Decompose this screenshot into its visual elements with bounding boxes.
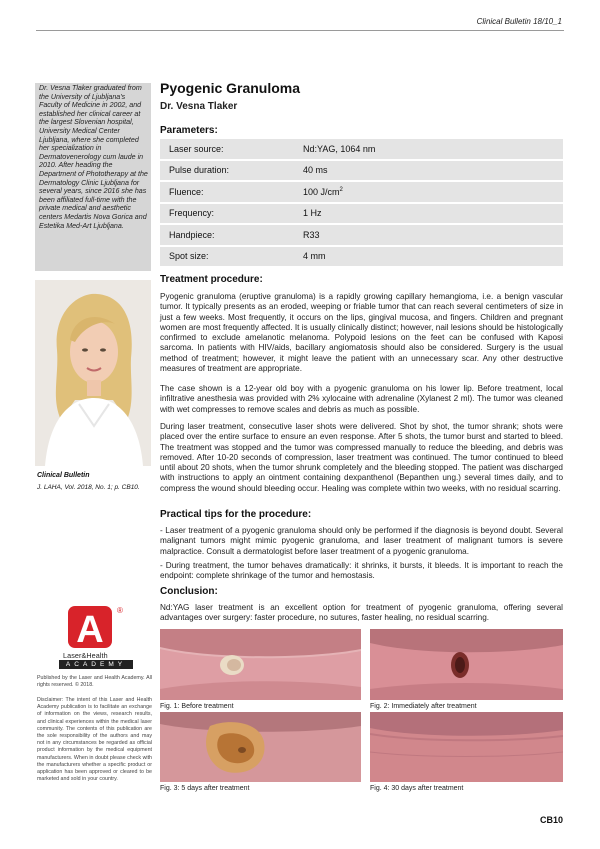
parameter-value <box>294 181 563 203</box>
logo-text: Laser&Health <box>63 651 108 660</box>
tips-paragraph-1: - Laser treatment of a pyogenic granuloma should only be performed if the diagnosis is beyond doubt. Several malignant tumors might mimic pyogenic granuloma, and laser treatment of malignant tumors is severe malpractice. Consult a dermatologist before laser treatment of a pyogenic granuloma. <box>160 526 563 556</box>
bulletin-id: Clinical Bulletin 18/10_1 <box>476 17 562 26</box>
parameter-label: Pulse duration: <box>160 160 294 182</box>
parameter-row <box>160 224 563 246</box>
conclusion-heading: Conclusion: <box>160 586 218 597</box>
treatment-paragraph-3: During laser treatment, consecutive laser shots were delivered. Shot by shot, the tumor shrank; shots were placed over the entire surface to ensure an even response. After 5 shots, the tumor burst and started to bleed. The treatment was stopped and the tumor was compressed manually to reduce the bleeding, and debris was removed. After 10-20 seconds of compression, laser treatment was continued. The tumor continued to bleed until about 20 shots, when the tumor shrunk completely and the bleeding stopped. The patient was discharged with instructions to apply an ointment containing dexpanthenol (Bepanthen ung.) several times daily, and to compress the wound should bleeding occur. Healing was complete within two weeks, with no residual scarring. <box>160 422 563 493</box>
page-number: CB10 <box>539 815 563 825</box>
parameter-label: Laser source: <box>160 139 294 160</box>
svg-text:®: ® <box>117 606 123 615</box>
parameter-row <box>160 246 563 268</box>
treatment-heading: Treatment procedure: <box>160 274 263 285</box>
parameter-label: Spot size: <box>160 246 294 268</box>
bulletin-title: Clinical Bulletin <box>37 472 90 479</box>
parameter-value: Nd:YAG, 1064 nm <box>294 139 563 160</box>
tips-paragraph-2: - During treatment, the tumor behaves dramatically: it shrinks, it bursts, it bleeds. It is important to reach the endpoint: complete shrinkage of the tumor and hemostasis. <box>160 561 563 581</box>
figure-4-caption: Fig. 4: 30 days after treatment <box>370 785 464 792</box>
parameters-heading: Parameters: <box>160 125 218 136</box>
parameters-table <box>160 139 563 268</box>
treatment-paragraph-1: Pyogenic granuloma (eruptive granuloma) is a rapidly growing capillary hemangioma, i.e. a benign vascular tumor. It typically presents as an eroded, weeping or friable tumor that can reach several centimeters of size in just a few weeks. Most frequently, it occurs on the lips, gingival mucosa, and fingers. Children and pregnant women are most frequently affected. It is usually clinically distinct; however, nail lesions should be histologically confirmed to exclude amelanotic melanoma. Polypoid lesions on the feet can be confused with Kaposi sarcoma. In patients with HIV/aids, bacillary angiomatosis should also be considered. Surgery is the usual method of treatment; however, it might leave the patient with an unnecessary scar. Any other destructive measures of treatment are appropriate. <box>160 292 563 374</box>
parameter-row <box>160 203 563 225</box>
parameter-row <box>160 160 563 182</box>
figure-2-caption: Fig. 2: Immediately after treatment <box>370 703 477 710</box>
parameter-value: 1 Hz <box>294 203 563 225</box>
figure-3-photo <box>160 712 361 782</box>
header-rule <box>36 30 564 31</box>
parameter-row <box>160 139 563 160</box>
fluence-value: 100 J/cm <box>303 186 340 197</box>
article-title: Pyogenic Granuloma <box>160 80 301 96</box>
figure-4-photo <box>370 712 563 782</box>
author-portrait <box>35 280 151 466</box>
figure-2-photo <box>370 629 563 700</box>
svg-text:A: A <box>76 609 104 650</box>
parameter-value: 40 ms <box>294 160 563 182</box>
figure-1-photo <box>160 629 361 700</box>
bulletin-reference: J. LAHA, Vol. 2018, No. 1; p. CB10. <box>37 484 140 491</box>
figure-1-caption: Fig. 1: Before treatment <box>160 703 234 710</box>
logo-academy-bar: ACADEMY <box>59 660 133 669</box>
parameter-label: Handpiece: <box>160 224 294 246</box>
parameter-label: Fluence: <box>160 181 294 203</box>
treatment-paragraph-2: The case shown is a 12-year old boy with a pyogenic granuloma on his lower lip. Before treatment, local infiltrative anesthesia was provided with 2% xylocaine with adrenaline (Xylanest 2 ml). The tumor was cleaned with wet compresses to remove scales and debris as much as possible. <box>160 384 563 414</box>
parameter-label: Frequency: <box>160 203 294 225</box>
conclusion-paragraph: Nd:YAG laser treatment is an excellent option for treatment of pyogenic granuloma, offering several advantages over surgery: faster procedure, no sutures, faster healing, no residual scarring. <box>160 603 563 623</box>
article-author: Dr. Vesna Tlaker <box>160 101 238 112</box>
tips-heading: Practical tips for the procedure: <box>160 509 312 520</box>
parameter-row <box>160 181 563 203</box>
published-notice: Published by the Laser and Health Academy. All rights reserved. © 2018. <box>37 675 152 689</box>
fluence-exponent: 2 <box>339 186 343 193</box>
disclaimer: Disclaimer: The intent of this Laser and Health Academy publication is to facilitate an exchange of information on the views, research results, and clinical experiences within the medical laser community. The contents of this publication are the sole responsibility of the authors and may not in any circumstances be regarded as official product information by the medical equipment manufacturers. When in doubt please check with the manufacturers whether a specific product or application has been approved or cleared to be marketed and sold in your country. <box>37 697 152 783</box>
parameter-value: R33 <box>294 224 563 246</box>
parameter-value: 4 mm <box>294 246 563 268</box>
figure-3-caption: Fig. 3: 5 days after treatment <box>160 785 250 792</box>
author-bio: Dr. Vesna Tlaker graduated from the University of Ljubljana's Faculty of Medicine in 2002, and established her clinical career at the largest Slovenian hospital, University Medical Center Ljubljana, where she completed her specialization in Dermatovenerology cum laude in 2010. After heading the Department of Phototherapy at the Dermatology Clinic Ljubljana for several years, since 2016 she has been affiliated full-time with the private medical and aesthetic centers Medartis Nova Gorica and Estetika Med-Art Ljubljana. <box>39 84 148 230</box>
